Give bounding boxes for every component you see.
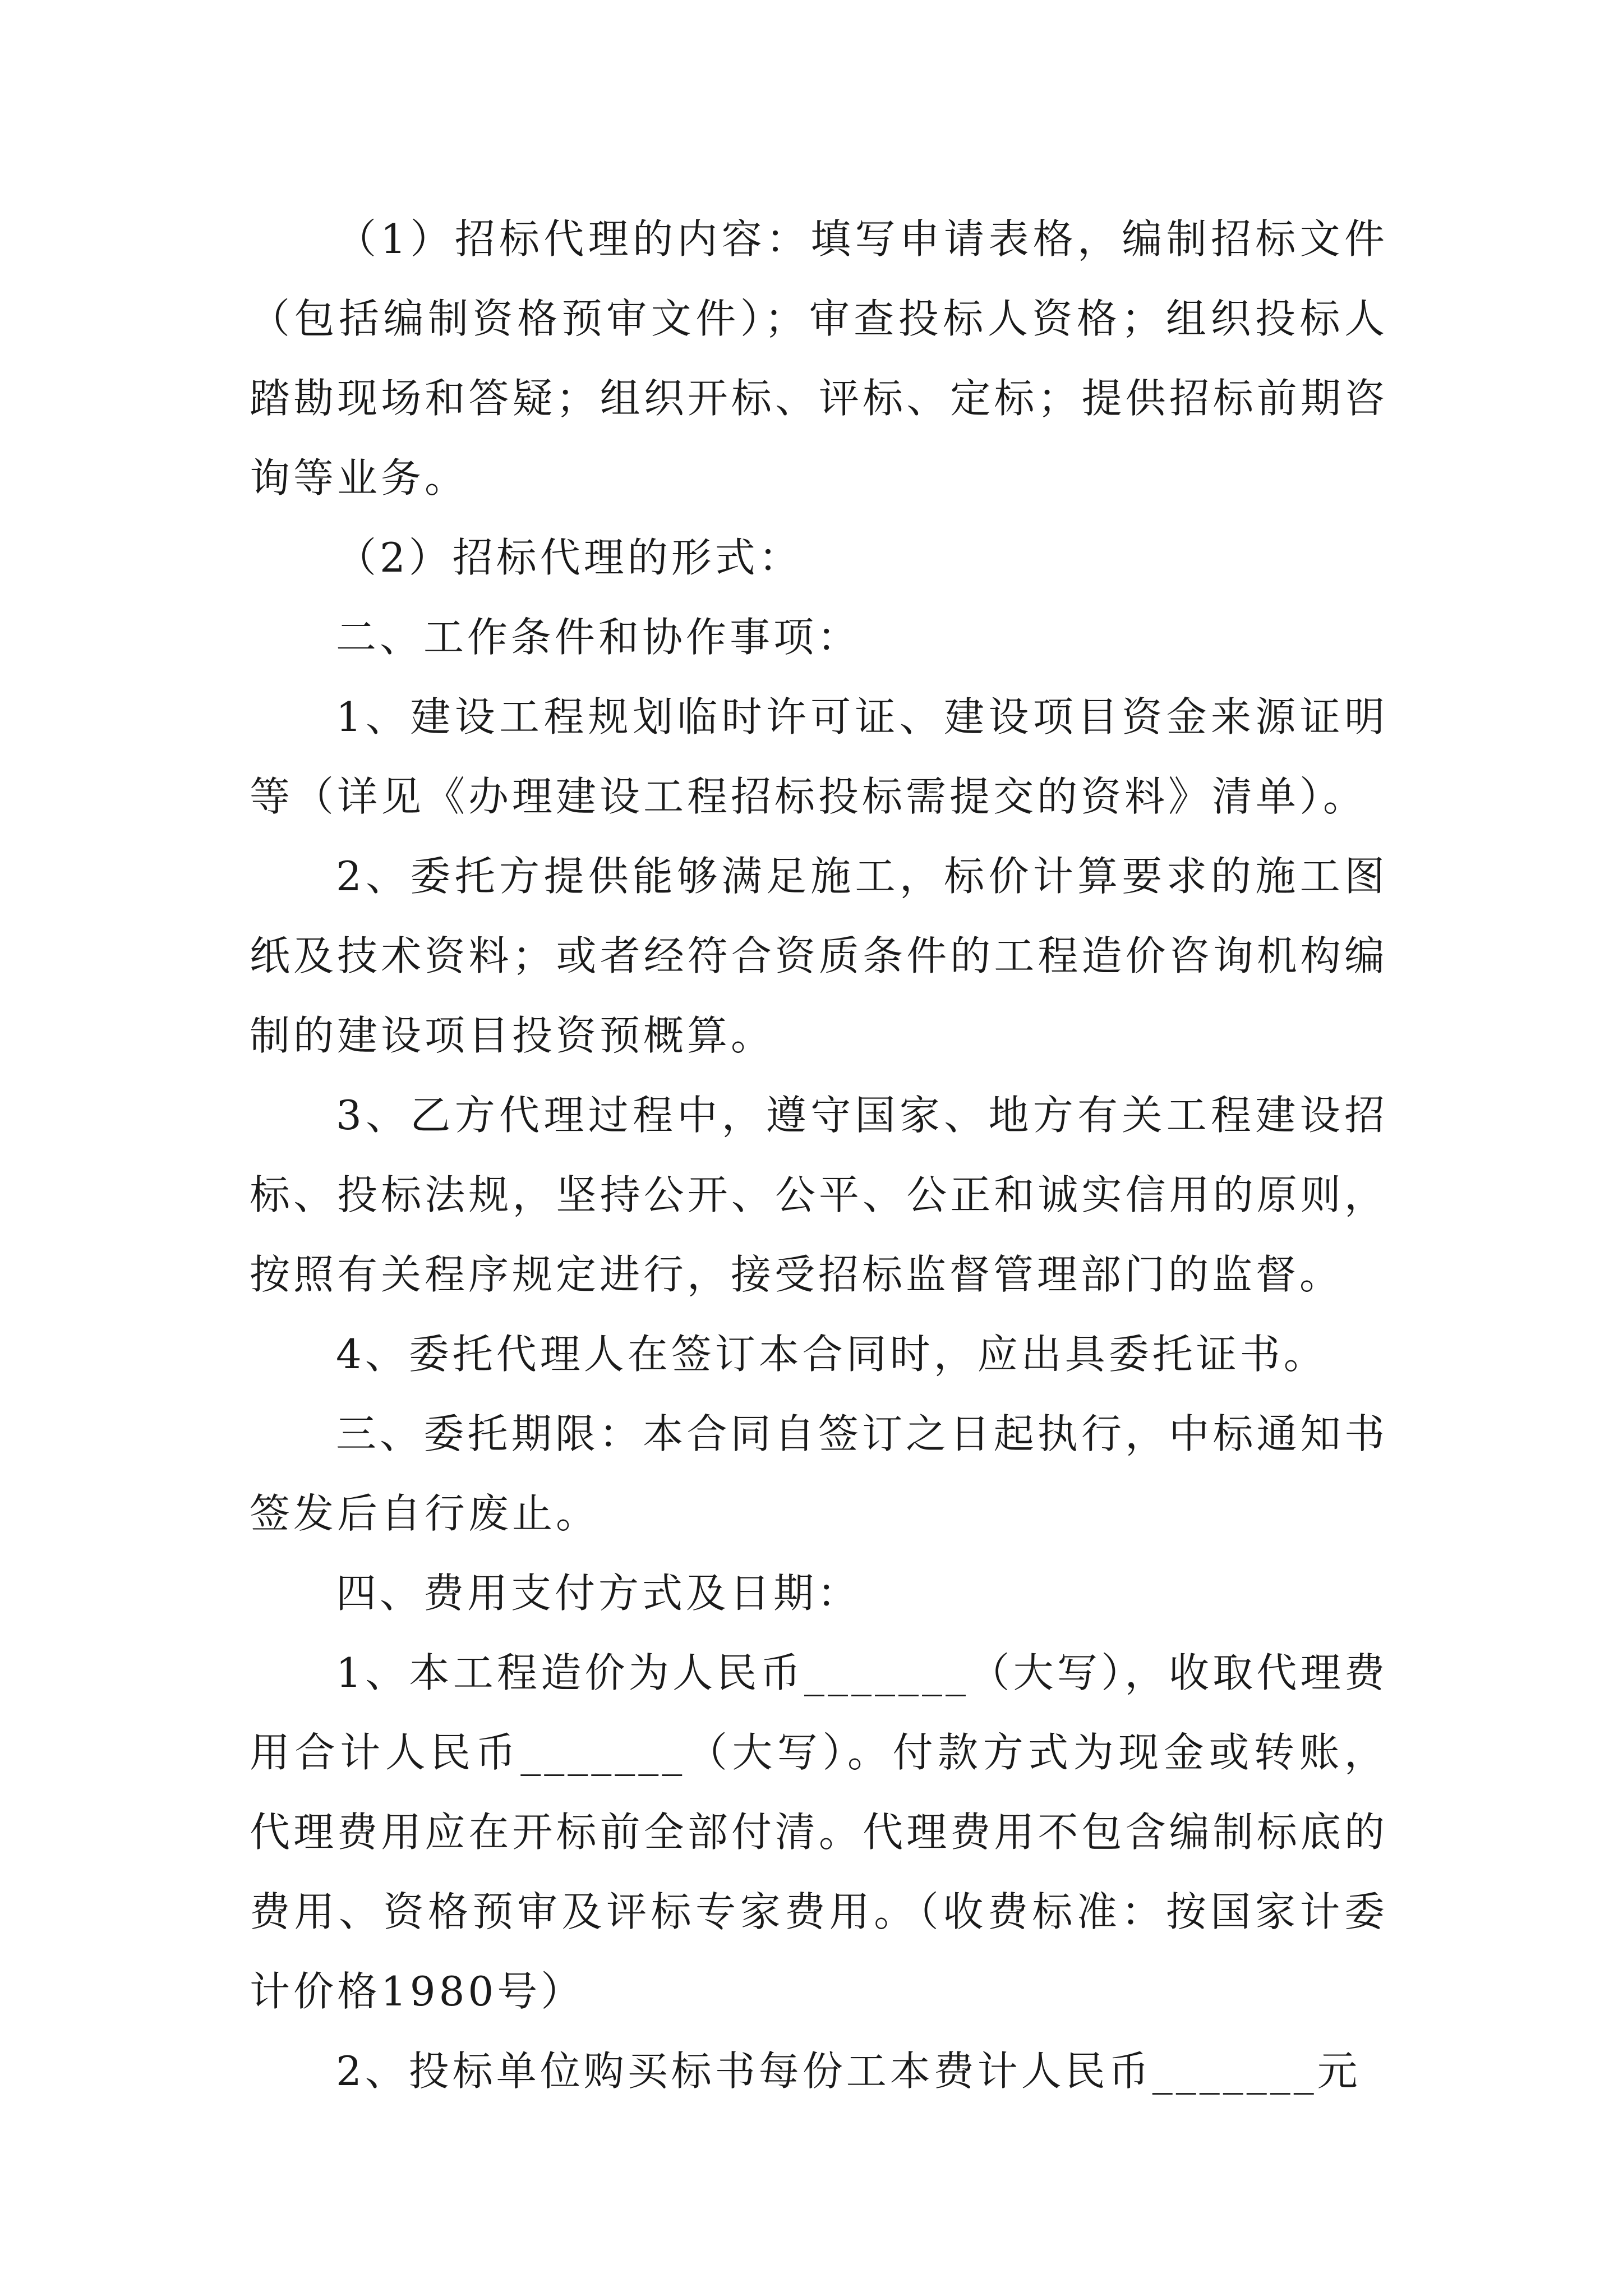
paragraph-payment-item-1: 1、本工程造价为人民币_______（大写），收取代理费用合计人民币_______（大写）。付款方式为现金或转账，代理费用应在开标前全部付清。代理费用不包含编制标底的费用、资格预审及评标专家费用。（收费标准：按国家计委计价格1980号） [250,1649,1388,2015]
document-body [250,199,1388,2111]
paragraph-payment-item-2: 2、投标单位购买标书每份工本费计人民币_______元 [336,2047,1361,2095]
paragraph-item-2-drawings: 2、委托方提供能够满足施工，标价计算要求的施工图纸及技术资料；或者经符合资质条件的工程造价咨询机构编制的建设项目投资预概算。 [250,853,1388,1059]
section-heading-work-conditions: 二、工作条件和协作事项： [336,614,861,661]
section-heading-entrustment-period: 三、委托期限：本合同自签订之日起执行，中标通知书签发后自行废止。 [250,1410,1388,1537]
paragraph-agency-form: （2）招标代理的形式： [336,534,803,581]
paragraph-item-1-permits: 1、建设工程规划临时许可证、建设项目资金来源证明等（详见《办理建设工程招标投标需提交的资料》清单）。 [250,693,1388,820]
paragraph-item-4-certificate: 4、委托代理人在签订本合同时，应出具委托证书。 [336,1331,1327,1378]
section-heading-payment: 四、费用支付方式及日期： [336,1570,861,1617]
paragraph-agency-content: （1）招标代理的内容：填写申请表格，编制招标文件（包括编制资格预审文件）；审查投标人资格；组织投标人踏勘现场和答疑；组织开标、评标、定标；提供招标前期咨询等业务。 [250,215,1388,501]
paragraph-item-3-regulations: 3、乙方代理过程中，遵守国家、地方有关工程建设招标、投标法规，坚持公开、公平、公正和诚实信用的原则，按照有关程序规定进行，接受招标监督管理部门的监督。 [250,1092,1388,1298]
